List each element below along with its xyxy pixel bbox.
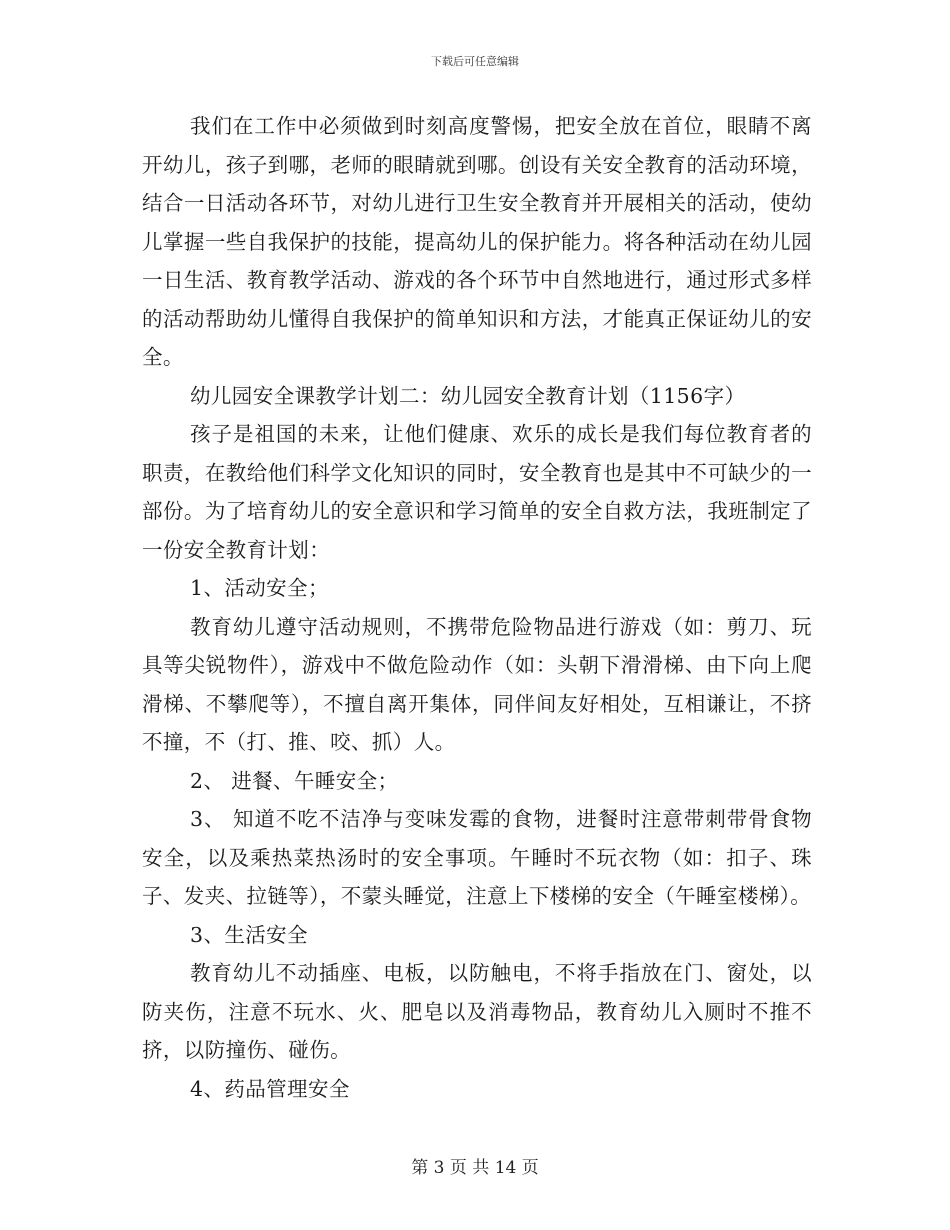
- paragraph-meal-nap: 3、 知道不吃不洁净与变味发霉的食物，进餐时注意带刺带骨食物安全，以及乘热菜热汤时的安全事项。午睡时不玩衣物（如：扣子、珠子、发夹、拉链等），不蒙头睡觉，注意上下楼梯的安全（午睡室楼梯）。: [142, 807, 812, 908]
- page-number: 第 3 页 共 14 页: [411, 1158, 539, 1178]
- paragraph-safety-vigilance: 我们在工作中必须做到时刻高度警惕，把安全放在首位，眼睛不离开幼儿，孩子到哪，老师的眼睛就到哪。创设有关安全教育的活动环境，结合一日活动各环节，对幼儿进行卫生安全教育并开展相关的活动，使幼儿掌握一些自我保护的技能，提高幼儿的保护能力。将各种活动在幼儿园一日生活、教育教学活动、游戏的各个环节中自然地进行，通过形式多样的活动帮助幼儿懂得自我保护的简单知识和方法，才能真正保证幼儿的安全。: [142, 114, 812, 369]
- heading-meal-nap-safety: 2、 进餐、午睡安全；: [190, 768, 399, 793]
- section-title-plan-two: 幼儿园安全课教学计划二：幼儿园安全教育计划（1156字）: [190, 383, 746, 408]
- document-body: [142, 107, 812, 1108]
- heading-medicine-safety: 4、药品管理安全: [190, 1076, 350, 1101]
- paragraph-activity-rules: 教育幼儿遵守活动规则，不携带危险物品进行游戏（如：剪刀、玩具等尖锐物件），游戏中不做危险动作（如：头朝下滑滑梯、由下向上爬滑梯、不攀爬等），不擅自离开集体，同伴间友好相处，互相谦让，不挤不撞，不（打、推、咬、抓）人。: [142, 614, 812, 754]
- paragraph-life-safety: 教育幼儿不动插座、电板，以防触电，不将手指放在门、窗处，以防夹伤，注意不玩水、火、肥皂以及消毒物品，教育幼儿入厕时不推不挤，以防撞伤、碰伤。: [142, 961, 812, 1062]
- paragraph-intro: 孩子是祖国的未来，让他们健康、欢乐的成长是我们每位教育者的职责，在教给他们科学文化知识的同时，安全教育也是其中不可缺少的一部份。为了培育幼儿的安全意识和学习简单的安全自救方法，我班制定了一份安全教育计划：: [142, 422, 812, 562]
- heading-life-safety: 3、生活安全: [190, 922, 308, 947]
- header-note: 下载后可任意编辑: [431, 55, 519, 68]
- heading-activity-safety: 1、活动安全；: [190, 576, 329, 600]
